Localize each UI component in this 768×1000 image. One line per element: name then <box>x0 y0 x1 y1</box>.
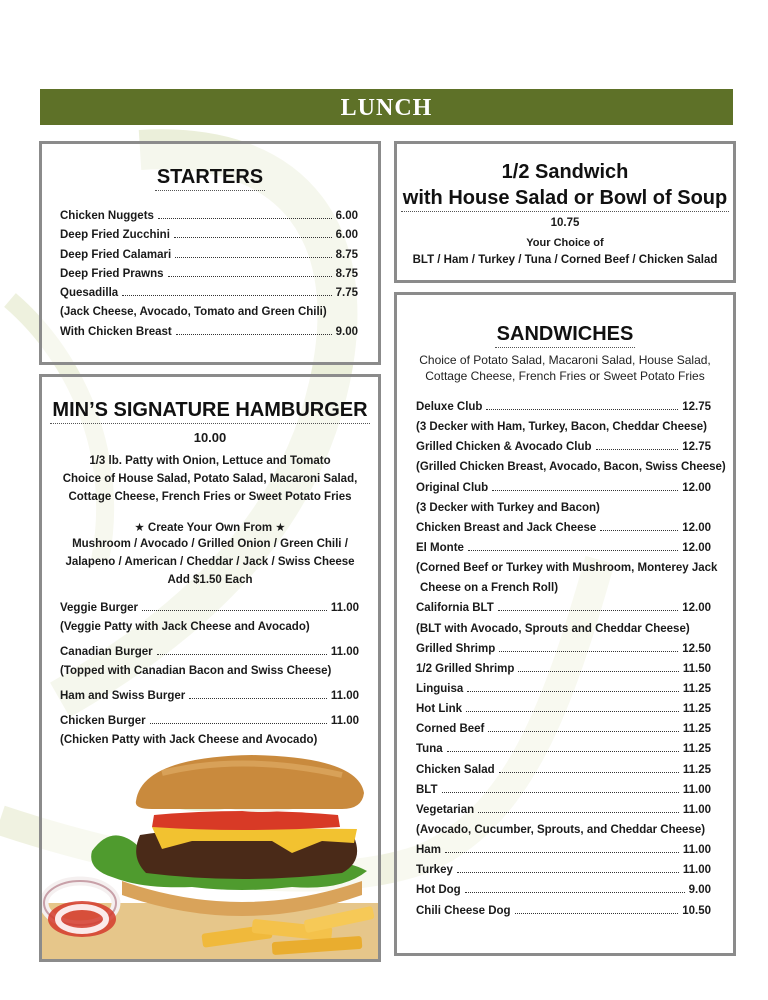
menu-item: Ham and Swiss Burger 11.00 <box>60 690 359 702</box>
menu-item: Chicken Burger 11.00 <box>60 715 359 727</box>
sandwiches-subtitle: Cottage Cheese, French Fries or Sweet Potato Fries <box>425 369 705 383</box>
hamburger-desc: Cottage Cheese, French Fries or Sweet Potato Fries <box>68 491 352 503</box>
menu-item: Vegetarian 11.00 <box>416 803 711 816</box>
sandwiches-subtitle: Choice of Potato Salad, Macaroni Salad, House Salad, <box>419 353 711 367</box>
menu-item: Turkey 11.00 <box>416 864 711 877</box>
menu-item: Original Club 12.00 <box>416 481 711 494</box>
item-note: (Jack Cheese, Avocado, Tomato and Green Chili) <box>60 306 327 319</box>
starters-section <box>39 141 381 365</box>
menu-item: With Chicken Breast 9.00 <box>60 325 358 338</box>
hamburger-section <box>39 374 381 962</box>
hamburger-desc: Choice of House Salad, Potato Salad, Macaroni Salad, <box>62 473 358 485</box>
menu-item: Deep Fried Calamari 8.75 <box>60 248 358 261</box>
menu-item: Quesadilla 7.75 <box>60 287 358 300</box>
starters-title: STARTERS <box>42 166 378 189</box>
topping-options: Jalapeno / American / Cheddar / Jack / Swiss Cheese <box>65 556 355 568</box>
lunch-banner: LUNCH <box>40 89 733 125</box>
half-sandwich-title-1: 1/2 Sandwich <box>501 161 629 183</box>
item-note: Cheese on a French Roll) <box>420 582 559 595</box>
menu-item: Canadian Burger 11.00 <box>60 646 359 658</box>
menu-item: Linguisa 11.25 <box>416 682 711 695</box>
hamburger-desc: 1/3 lb. Patty with Onion, Lettuce and Tomato <box>89 455 331 467</box>
menu-item: Hot Dog 9.00 <box>416 884 711 897</box>
item-note: (Grilled Chicken Breast, Avocado, Bacon, Swiss Cheese) <box>416 461 726 474</box>
menu-item: Veggie Burger 11.00 <box>60 602 359 614</box>
menu-item: Chicken Salad 11.25 <box>416 763 711 776</box>
half-sandwich-section <box>394 141 736 283</box>
item-note: (Veggie Patty with Jack Cheese and Avocado) <box>60 621 310 633</box>
menu-item: Chicken Breast and Jack Cheese 12.00 <box>416 521 711 534</box>
menu-item: Hot Link 11.25 <box>416 703 711 716</box>
item-note: (Topped with Canadian Bacon and Swiss Cheese) <box>60 665 332 677</box>
item-note: (3 Decker with Turkey and Bacon) <box>416 501 600 514</box>
item-note: (Avocado, Cucumber, Sprouts, and Cheddar Cheese) <box>416 823 706 836</box>
menu-item: Grilled Chicken & Avocado Club 12.75 <box>416 441 711 454</box>
menu-item: California BLT 12.00 <box>416 602 711 615</box>
item-note: (3 Decker with Ham, Turkey, Bacon, Cheddar Cheese) <box>416 421 707 434</box>
sandwiches-title: SANDWICHES <box>397 323 733 346</box>
topping-price: Add $1.50 Each <box>167 574 253 586</box>
menu-item: Chicken Nuggets 6.00 <box>60 210 358 222</box>
choice-list: BLT / Ham / Turkey / Tuna / Corned Beef / Chicken Salad <box>412 254 718 266</box>
menu-item: Deluxe Club 12.75 <box>416 401 711 413</box>
sandwiches-section <box>394 292 736 956</box>
menu-item: Grilled Shrimp 12.50 <box>416 642 711 655</box>
burger-illustration <box>42 753 378 959</box>
half-sandwich-price: 10.75 <box>550 217 580 229</box>
menu-item: Chili Cheese Dog 10.50 <box>416 904 711 917</box>
menu-item: Deep Fried Prawns 8.75 <box>60 267 358 280</box>
menu-item: Corned Beef 11.25 <box>416 723 711 736</box>
menu-item: El Monte 12.00 <box>416 541 711 554</box>
menu-item: Ham 11.00 <box>416 844 711 857</box>
create-your-own: ★ Create Your Own From ★ <box>134 522 286 534</box>
item-note: (Corned Beef or Turkey with Mushroom, Monterey Jack <box>416 562 718 575</box>
item-note: (Chicken Patty with Jack Cheese and Avocado) <box>60 734 318 746</box>
choice-label: Your Choice of <box>526 237 604 249</box>
hamburger-price: 10.00 <box>193 430 227 445</box>
hamburger-title: MIN’S SIGNATURE HAMBURGER <box>42 399 378 422</box>
topping-options: Mushroom / Avocado / Grilled Onion / Green Chili / <box>72 538 348 550</box>
menu-item: Deep Fried Zucchini 6.00 <box>60 229 358 242</box>
menu-item: BLT 11.00 <box>416 783 711 796</box>
half-sandwich-title-2: with House Salad or Bowl of Soup <box>397 187 733 210</box>
menu-item: Tuna 11.25 <box>416 743 711 756</box>
menu-item: 1/2 Grilled Shrimp 11.50 <box>416 662 711 675</box>
item-note: (BLT with Avocado, Sprouts and Cheddar Cheese) <box>416 622 690 635</box>
